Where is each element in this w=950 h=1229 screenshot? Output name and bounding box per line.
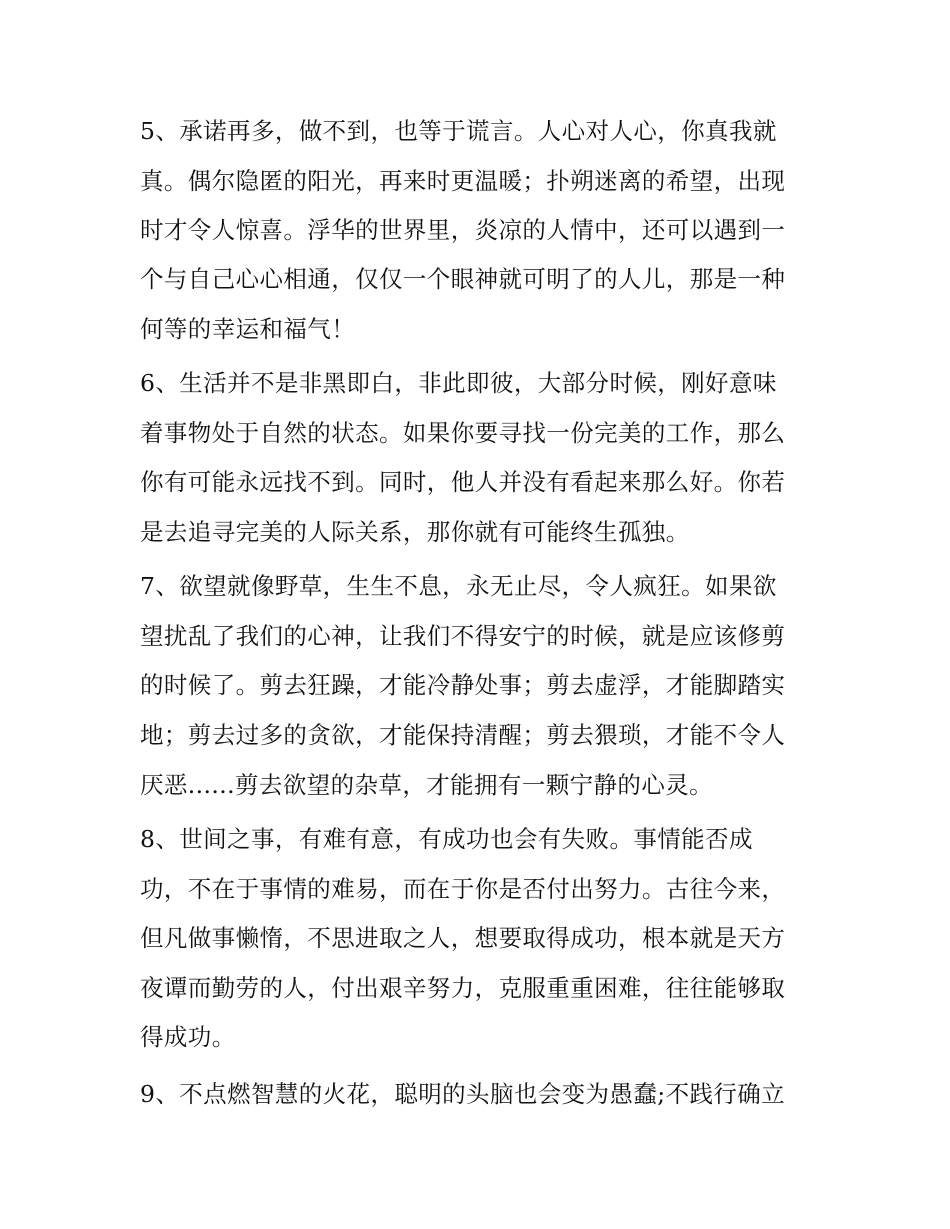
paragraph-6-line-3: 你有可能永远找不到。同时，他人并没有看起来那么好。你若 bbox=[140, 468, 786, 496]
paragraph-6-line-1: 6、生活并不是非黑即白，非此即彼，大部分时候，刚好意味 bbox=[140, 369, 777, 397]
paragraph-6-line-2: 着事物处于自然的状态。如果你要寻找一份完美的工作，那么 bbox=[140, 419, 786, 447]
paragraph-7-line-4: 地；剪去过多的贪欲，才能保持清醒；剪去猥琐，才能不令人 bbox=[140, 721, 786, 749]
paragraph-5-line-4: 个与自己心心相通，仅仅一个眼神就可明了的人儿，那是一种 bbox=[140, 265, 786, 293]
paragraph-8-line-4: 夜谭而勤劳的人，付出艰辛努力，克服重重困难，往往能够取 bbox=[140, 974, 786, 1002]
paragraph-7-line-3: 的时候了。剪去狂躁，才能冷静处事；剪去虚浮，才能脚踏实 bbox=[140, 671, 786, 699]
paragraph-5-line-5: 何等的幸运和福气！ bbox=[140, 315, 356, 343]
paragraph-6-line-4: 是去追寻完美的人际关系，那你就有可能终生孤独。 bbox=[140, 518, 690, 546]
paragraph-9-line-1: 9、不点燃智慧的火花，聪明的头脑也会变为愚蠢;不践行确立 bbox=[140, 1080, 786, 1108]
paragraph-7-line-1: 7、欲望就像野草，生生不息，永无止尽，令人疯狂。如果欲 bbox=[140, 572, 777, 600]
paragraph-8-line-5: 得成功。 bbox=[140, 1023, 236, 1051]
paragraph-8-line-1: 8、世间之事，有难有意，有成功也会有失败。事情能否成 bbox=[140, 825, 753, 853]
paragraph-7-line-2: 望扰乱了我们的心神，让我们不得安宁的时候，就是应该修剪 bbox=[140, 622, 786, 650]
paragraph-8-line-2: 功，不在于事情的难易，而在于你是否付出努力。古往今来， bbox=[140, 875, 786, 903]
paragraph-5-line-2: 真。偶尔隐匿的阳光，再来时更温暖；扑朔迷离的希望，出现 bbox=[140, 167, 786, 195]
paragraph-8-line-3: 但凡做事懒惰，不思进取之人，想要取得成功，根本就是天方 bbox=[140, 924, 786, 952]
paragraph-7-line-5: 厌恶......剪去欲望的杂草，才能拥有一颗宁静的心灵。 bbox=[140, 771, 714, 799]
paragraph-5-line-3: 时才令人惊喜。浮华的世界里，炎凉的人情中，还可以遇到一 bbox=[140, 216, 786, 244]
paragraph-5-line-1: 5、承诺再多，做不到，也等于谎言。人心对人心，你真我就 bbox=[140, 117, 777, 145]
